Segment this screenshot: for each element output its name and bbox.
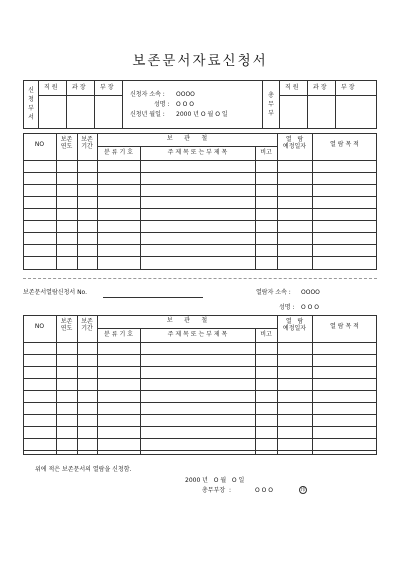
apply-date-value: 2000 년 O 월 O 일 — [176, 111, 228, 118]
table-row-line — [23, 172, 377, 173]
applicant-name-label: 성명 : — [154, 101, 170, 108]
table-column-line — [277, 133, 278, 270]
apply-date-label: 신청년 월일 : — [130, 111, 165, 118]
table-column-line — [277, 315, 278, 455]
table-header-line — [23, 342, 377, 343]
table-row-line — [23, 232, 377, 233]
viewer-name-label: 성명 : — [279, 304, 295, 311]
header-keep-period: 보존 기간 — [81, 136, 93, 150]
table-row-line — [23, 184, 377, 185]
table-column-line — [56, 315, 57, 455]
table-column-line — [312, 315, 313, 455]
table-column-line — [77, 133, 78, 270]
table-row-line — [23, 450, 377, 451]
table-row-line — [23, 354, 377, 355]
table-column-line — [97, 315, 98, 455]
header-note: 비고 — [260, 149, 272, 156]
table-header-split — [97, 146, 277, 147]
signer-name: O O O — [255, 487, 273, 494]
header-view-purpose: 열 람 목 적 — [330, 141, 359, 148]
document-title: 보존문서자료신청서 — [132, 53, 268, 69]
header-view-date: 열 람 예정일자 — [282, 136, 307, 150]
header-view-date: 열 람 예정일자 — [282, 318, 307, 332]
sign-header-staff: 직 원 — [44, 84, 58, 91]
table-row-line — [23, 390, 377, 391]
sign-header-dept-head: 부 장 — [100, 84, 114, 91]
header-no: NO — [34, 323, 45, 330]
application-statement: 위에 적은 보존문서의 열람을 신청함. — [35, 466, 132, 473]
table-column-line — [140, 328, 141, 455]
header-main-title: 주 제 목 또 는 부 제 목 — [167, 149, 228, 156]
table-row-line — [23, 414, 377, 415]
table-column-line — [77, 315, 78, 455]
view-request-number-line — [103, 297, 203, 298]
header-archive: 보 관 철 — [166, 317, 208, 324]
table-row-line — [23, 402, 377, 403]
header-keep-year: 보존 연도 — [60, 318, 73, 332]
header-archive: 보 관 철 — [166, 135, 208, 142]
header-class-code: 분 류 기 호 — [104, 331, 133, 338]
apply-dept-label: 신 청 부 서 — [28, 87, 34, 121]
header-main-title: 주 제 목 또 는 부 제 목 — [167, 331, 228, 338]
seal-icon: 印 — [300, 487, 306, 493]
viewer-name-value: O O O — [301, 304, 319, 311]
table-column-line — [312, 133, 313, 270]
applicant-name-value: O O O — [176, 101, 194, 108]
viewer-affiliation-label: 열람자 소속 : — [256, 289, 291, 296]
header-class-code: 분 류 기 호 — [104, 149, 133, 156]
sign-header-section-chief: 과 장 — [72, 84, 86, 91]
viewer-affiliation-value: OOOO — [301, 289, 320, 296]
table-column-line — [255, 328, 256, 455]
ga-sign-header-section-chief: 과 장 — [313, 84, 327, 91]
table-column-line — [97, 133, 98, 270]
table-row-line — [23, 366, 377, 367]
table-header-line — [23, 160, 377, 161]
header-keep-year: 보존 연도 — [60, 136, 73, 150]
table-row-line — [23, 220, 377, 221]
view-request-label: 보존문서열람신청서 No. — [23, 289, 88, 296]
table-row-line — [23, 256, 377, 257]
header-note: 비고 — [260, 331, 272, 338]
cut-line — [23, 278, 377, 279]
general-affairs-label: 총 무 부 — [268, 92, 274, 117]
ga-sign-header-staff: 직 원 — [285, 84, 299, 91]
table-row-line — [23, 208, 377, 209]
applicant-affiliation-label: 신청자 소속 : — [130, 91, 165, 98]
applicant-affiliation-value: OOOO — [176, 91, 195, 98]
signer-label: 총무부장 : — [202, 487, 232, 494]
ga-sign-header-dept-head: 부 장 — [341, 84, 355, 91]
table-column-line — [56, 133, 57, 270]
table-row-line — [23, 438, 377, 439]
table-row-line — [23, 196, 377, 197]
table-header-split — [97, 328, 277, 329]
header-no: NO — [34, 141, 45, 148]
table-row-line — [23, 244, 377, 245]
header-keep-period: 보존 기간 — [81, 318, 93, 332]
table-row-line — [23, 378, 377, 379]
signature-date: 2000 년 O 월 O 일 — [185, 477, 245, 484]
table-row-line — [23, 426, 377, 427]
header-view-purpose: 열 람 목 적 — [330, 323, 359, 330]
